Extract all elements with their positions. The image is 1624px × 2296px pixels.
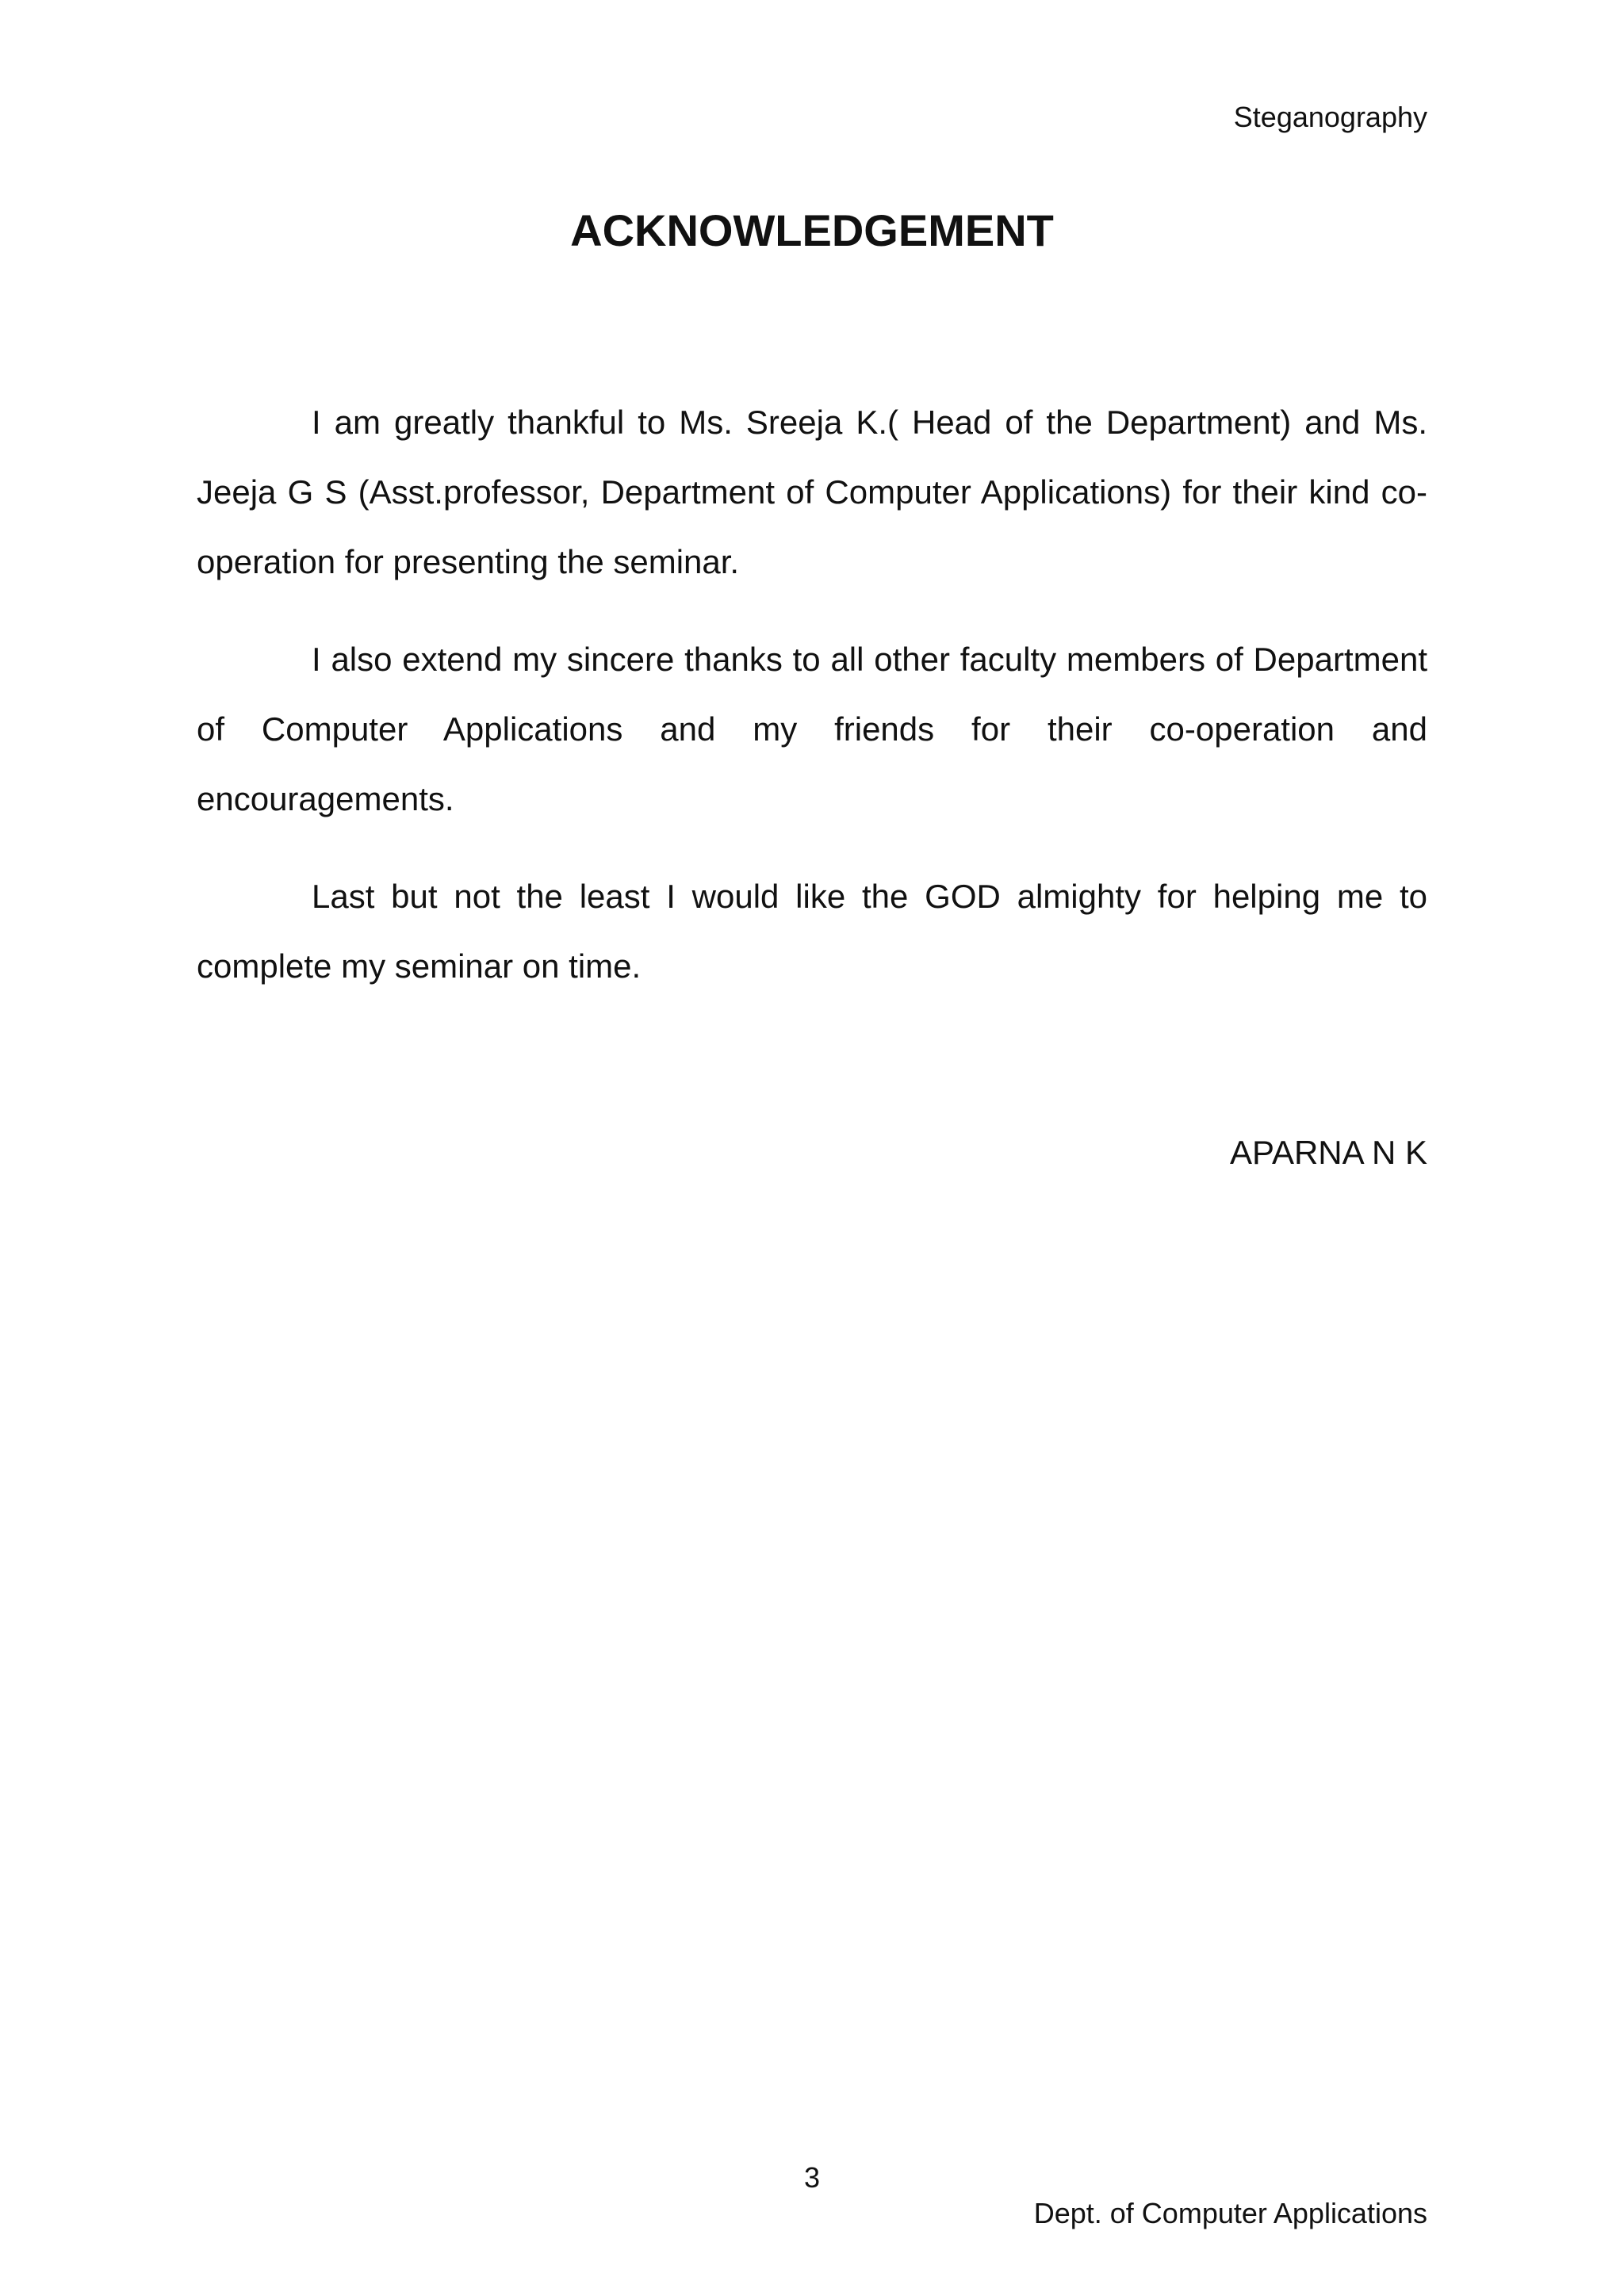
page-title: ACKNOWLEDGEMENT bbox=[570, 205, 1054, 255]
paragraph-2: I also extend my sincere thanks to all other faculty members of Department of Computer Applications and my friends for their co-operation and encouragements. bbox=[197, 641, 1427, 817]
running-footer: Dept. of Computer Applications bbox=[1033, 2197, 1427, 2229]
running-header: Steganography bbox=[1233, 101, 1427, 133]
signature-name: APARNA N K bbox=[1230, 1134, 1427, 1171]
page-number: 3 bbox=[803, 2161, 821, 2194]
acknowledgement-body bbox=[197, 388, 1427, 1029]
paragraph-3: Last but not the least I would like the GOD almighty for helping me to complete my seminar on time. bbox=[197, 878, 1427, 985]
paragraph-1: I am greatly thankful to Ms. Sreeja K.( Head of the Department) and Ms. Jeeja G S (Asst.professor, Department of Computer Applications) for their kind co-operation for presenting the seminar. bbox=[197, 404, 1427, 580]
